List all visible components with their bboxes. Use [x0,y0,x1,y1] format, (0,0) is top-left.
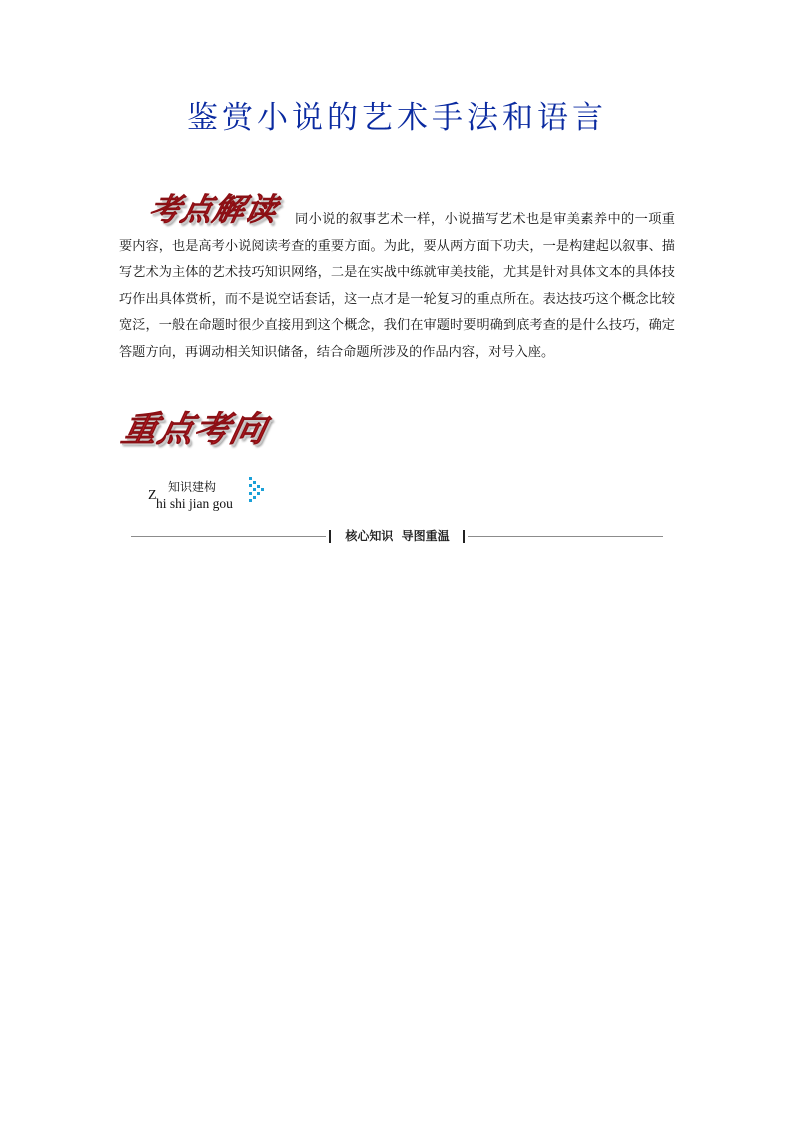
knowledge-structure-chinese: 知识建构 [168,480,217,494]
section-heading-zhongdian-kaoxiang: 重点考向 [118,410,271,450]
knowledge-structure-pinyin: hi shi jian gou [156,496,233,511]
section-divider [131,528,663,546]
dotted-chevron-right-icon [248,476,266,502]
divider-label: 核心知识 导图重温 [345,529,450,543]
divider-line-right [468,536,663,537]
divider-line-left [131,536,326,537]
knowledge-structure-pinyin-initial: Z [148,488,157,503]
intro-paragraph: 同小说的叙事艺术一样，小说描写艺术也是审美素养中的一项重要内容，也是高考小说阅读考查的重要方面。为此，要从两方面下功夫，一是构建起以叙事、描写艺术为主体的艺术技巧知识网络，二是在实战中练就审美技能，尤其是针对具体文本的具体技巧作出具体赏析，而不是说空话套话，这一点才是一轮复习的重点所在。表达技巧这个概念比较宽泛，一般在命题时很少直接用到这个概念，我们在审题时要明确到底考查的是什么技巧，确定答题方向，再调动相关知识储备，结合命题所涉及的作品内容，对号入座。 [119,212,675,360]
page-title: 鉴赏小说的艺术手法和语言 [187,100,607,136]
divider-bar-right [463,530,465,543]
divider-bar-left [329,530,331,543]
section-heading-kaodian-jiedu: 考点解读 [145,192,282,228]
